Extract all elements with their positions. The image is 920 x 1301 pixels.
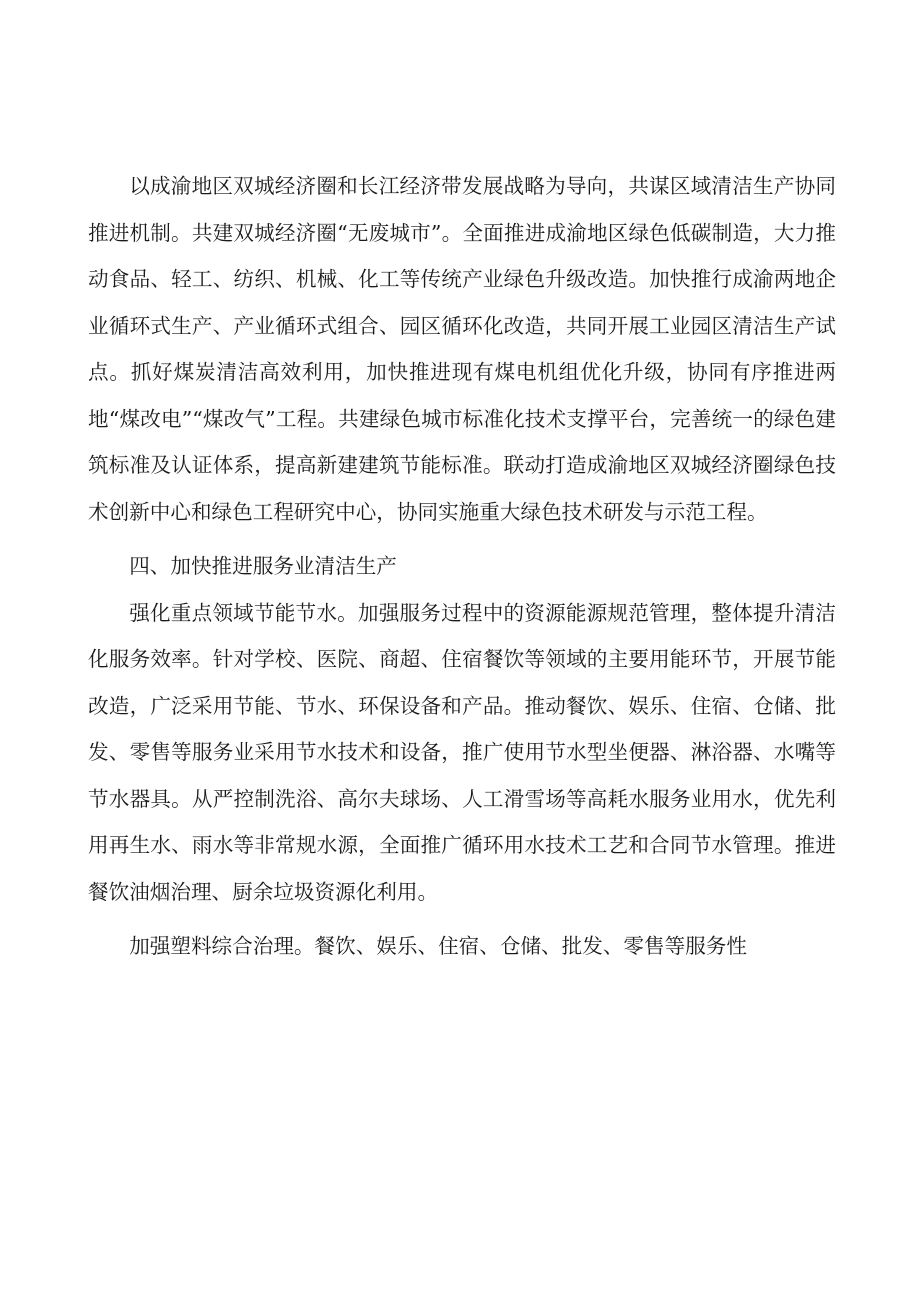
paragraph-plastic-governance: 加强塑料综合治理。餐饮、娱乐、住宿、仓储、批发、零售等服务性 [129, 934, 747, 958]
paragraph-regional-cleaner-production: 以成渝地区双城经济圈和长江经济带发展战略为导向，共谋区域清洁生产协同推进机制。共建双城经济圈“无废城市”。全面推进成渝地区绿色低碳制造，大力推动食品、轻工、纺织、机械、化工等传统产业绿色升级改造。加快推行成渝两地企业循环式生产、产业循环式组合、园区循环化改造，共同开展工业园区清洁生产试点。抓好煤炭清洁高效利用，加快推进现有煤电机组优化升级，协同有序推进两地“煤改电”“煤改气”工程。共建绿色城市标准化技术支撑平台，完善统一的绿色建筑标准及认证体系，提高新建建筑节能标准。联动打造成渝地区双城经济圈绿色技术创新中心和绿色工程研究中心，协同实施重大绿色技术研发与示范工程。 [88, 174, 836, 524]
section-heading-service-industry: 四、加快推进服务业清洁生产 [129, 554, 397, 578]
paragraph-energy-water-saving: 强化重点领域节能节水。加强服务过程中的资源能源规范管理，整体提升清洁化服务效率。针对学校、医院、商超、住宿餐饮等领域的主要用能环节，开展节能改造，广泛采用节能、节水、环保设备和产品。推动餐饮、娱乐、住宿、仓储、批发、零售等服务业采用节水技术和设备，推广使用节水型坐便器、淋浴器、水嘴等节水器具。从严控制洗浴、高尔夫球场、人工滑雪场等高耗水服务业用水，优先利用再生水、雨水等非常规水源，全面推广循环用水技术工艺和合同节水管理。推进餐饮油烟治理、厨余垃圾资源化利用。 [88, 600, 836, 904]
document-body [88, 163, 836, 970]
